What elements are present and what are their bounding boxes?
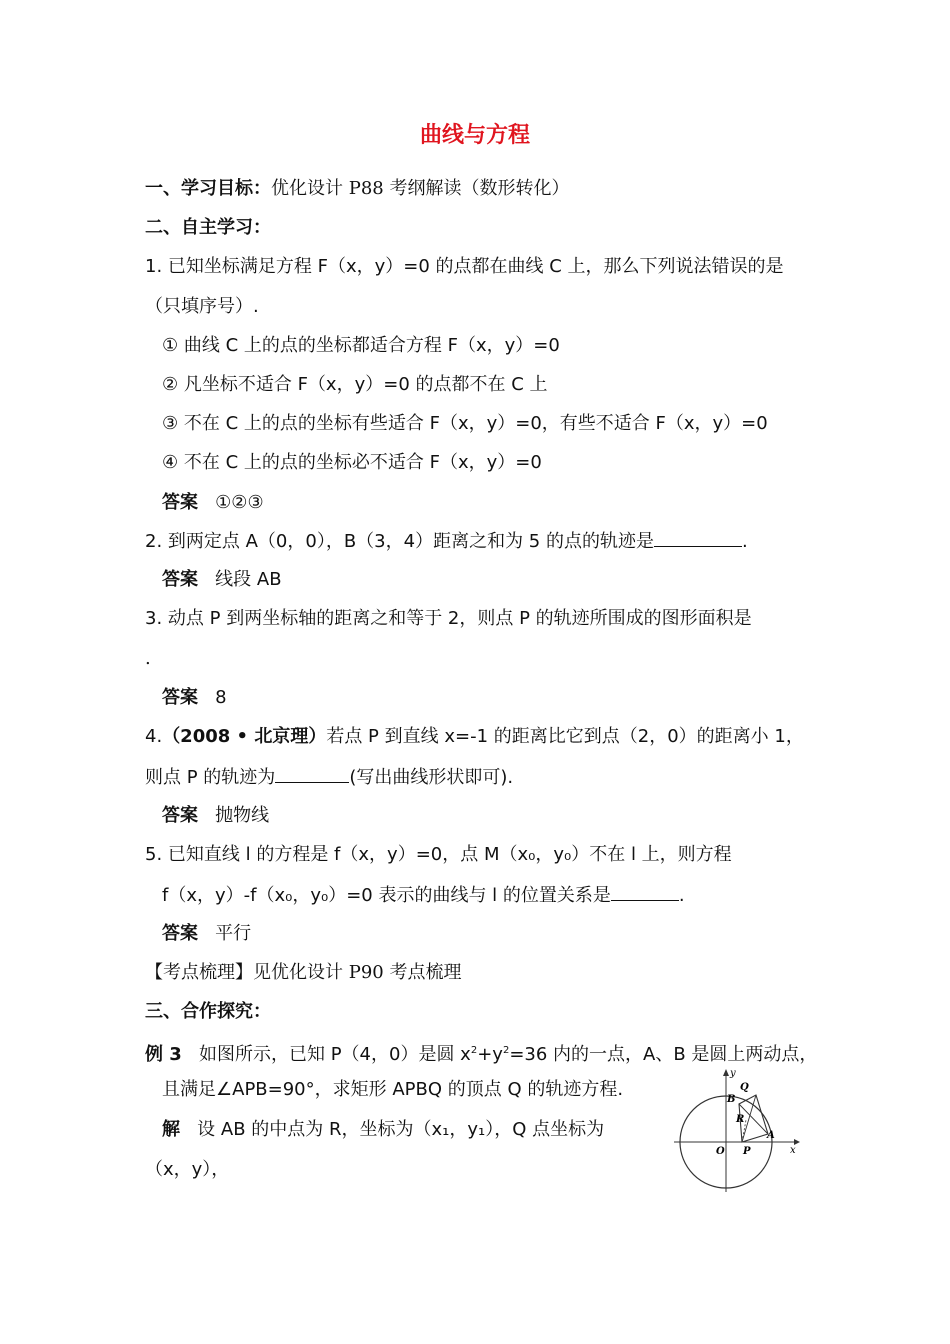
section-1-text: 优化设计 P88 考纲解读（数形转化） bbox=[271, 178, 570, 199]
solution-label: 解 bbox=[162, 1119, 180, 1140]
q2-answer bbox=[162, 567, 282, 593]
label-B: B bbox=[727, 1094, 736, 1105]
q5-stem-a: 5. 已知直线 l 的方程是 f（x，y）=0，点 M（x₀，y₀）不在 l 上，则方程 bbox=[145, 844, 732, 865]
q1-option-3: ③ 不在 C 上的点的坐标有些适合 F（x，y）=0，有些不适合 F（x，y）=0 bbox=[162, 413, 768, 434]
q5-stem-b-text: f（x，y）-f（x₀，y₀）=0 表示的曲线与 l 的位置关系是 bbox=[162, 885, 611, 906]
solution-line-a bbox=[162, 1117, 604, 1143]
label-A: A bbox=[767, 1130, 775, 1141]
q2-stem: 2. 到两定点 A（0，0），B（3，4）距离之和为 5 的点的轨迹是 bbox=[145, 531, 654, 552]
q2-end: . bbox=[741, 531, 748, 552]
label-O: O bbox=[716, 1146, 725, 1157]
q5-end: . bbox=[678, 885, 685, 906]
q4-answer bbox=[162, 803, 269, 829]
q4-answer-value: 抛物线 bbox=[215, 805, 270, 826]
answer-label: 答案 bbox=[162, 805, 198, 826]
section-3-heading: 三、合作探究： bbox=[145, 1001, 271, 1022]
q2-blank bbox=[654, 528, 742, 547]
y-axis-arrow bbox=[723, 1069, 729, 1076]
q5-stem-b bbox=[162, 882, 685, 909]
q1-option-1: ① 曲线 C 上的点的坐标都适合方程 F（x，y）=0 bbox=[162, 335, 560, 356]
circle-diagram bbox=[672, 1064, 804, 1194]
page-title: 曲线与方程 bbox=[419, 122, 530, 148]
q3-answer-value: 8 bbox=[215, 687, 227, 708]
example-3-label: 例 3 bbox=[145, 1044, 182, 1065]
q5-blank bbox=[611, 882, 679, 901]
label-x: x bbox=[790, 1145, 796, 1156]
solution-text-a: 设 AB 的中点为 R，坐标为（x₁，y₁），Q 点坐标为 bbox=[197, 1119, 605, 1140]
answer-label: 答案 bbox=[162, 687, 198, 708]
q1-option-4: ④ 不在 C 上的点的坐标必不适合 F（x，y）=0 bbox=[162, 452, 542, 473]
answer-label: 答案 bbox=[162, 569, 198, 590]
q4-text: 若点 P 到直线 x=-1 的距离比它到点（2，0）的距离小 1， bbox=[326, 726, 804, 747]
solution-line-b: （x，y）， bbox=[145, 1159, 230, 1180]
q4-source: （2008 • 北京理） bbox=[162, 726, 327, 747]
q5-answer-value: 平行 bbox=[215, 923, 252, 944]
q4-blank bbox=[275, 764, 349, 783]
section-2-heading: 二、自主学习： bbox=[145, 217, 271, 238]
review-note: 【考点梳理】见优化设计 P90 考点梳理 bbox=[145, 962, 462, 983]
label-Q: Q bbox=[740, 1082, 749, 1093]
q2-answer-value: 线段 AB bbox=[215, 569, 282, 590]
q1-answer bbox=[162, 490, 264, 516]
q5-answer bbox=[162, 921, 251, 947]
q3-stem: 3. 动点 P 到两坐标轴的距离之和等于 2，则点 P 的轨迹所围成的图形面积是 bbox=[145, 608, 752, 629]
superscript-2: 2 bbox=[470, 1045, 478, 1056]
label-R: R bbox=[736, 1114, 745, 1125]
q3-answer bbox=[162, 685, 227, 711]
answer-label: 答案 bbox=[162, 923, 198, 944]
example-3-text-a2: +y bbox=[477, 1044, 503, 1065]
q1-option-2: ② 凡坐标不适合 F（x，y）=0 的点都不在 C 上 bbox=[162, 374, 548, 395]
q4-stem-b2: (写出曲线形状即可). bbox=[349, 767, 514, 788]
q4-stem-b1: 则点 P 的轨迹为 bbox=[145, 767, 276, 788]
answer-label: 答案 bbox=[162, 492, 198, 513]
q4-stem-b bbox=[145, 764, 513, 791]
section-1 bbox=[145, 176, 569, 202]
section-1-heading: 一、学习目标： bbox=[145, 178, 271, 199]
example-3-text-a3: =36 内的一点，A、B 是圆上两动点， bbox=[509, 1044, 818, 1065]
q4-stem-a bbox=[145, 724, 804, 750]
q1-stem-a: 1. 已知坐标满足方程 F（x，y）=0 的点都在曲线 C 上，那么下列说法错误的是 bbox=[145, 256, 784, 277]
q1-stem-b: （只填序号）. bbox=[145, 296, 259, 317]
q3-end: . bbox=[145, 648, 151, 669]
label-P: P bbox=[743, 1146, 751, 1157]
example-3-line-b: 且满足∠APB=90°，求矩形 APBQ 的顶点 Q 的轨迹方程. bbox=[162, 1079, 624, 1100]
q4-number: 4. bbox=[145, 726, 163, 747]
label-y: y bbox=[730, 1068, 736, 1079]
superscript-2: 2 bbox=[502, 1045, 510, 1056]
q1-answer-value: ①②③ bbox=[215, 492, 264, 513]
example-3-text-a1: 如图所示，已知 P（4，0）是圆 x bbox=[198, 1044, 471, 1065]
q2 bbox=[145, 528, 748, 555]
